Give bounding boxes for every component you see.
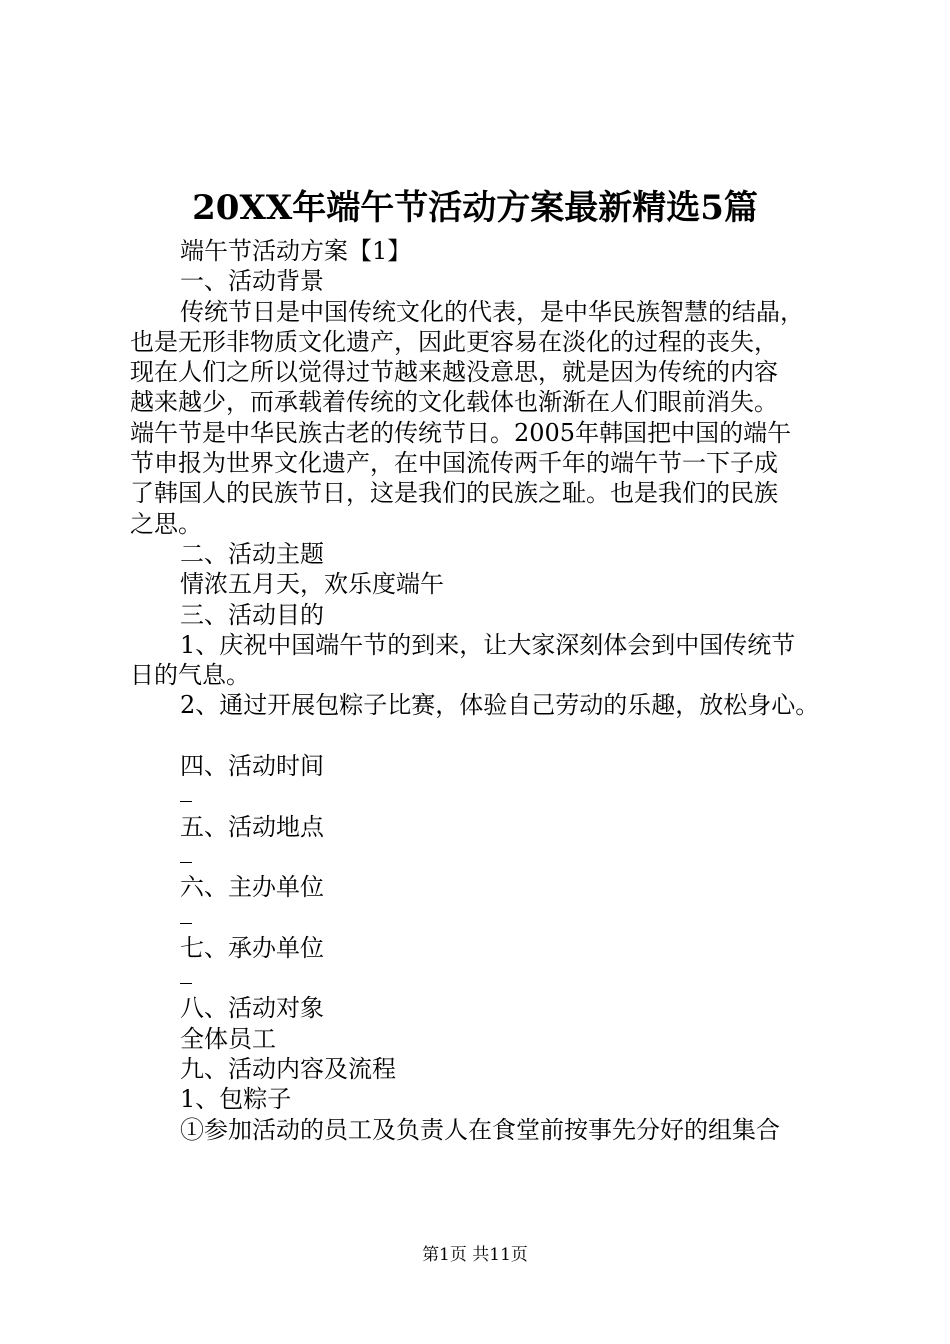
paragraph-line: 也是无形非物质文化遗产，因此更容易在淡化的过程的丧失， [130, 327, 778, 356]
section-heading: 二、活动主题 [180, 539, 324, 568]
document-body [130, 236, 850, 1145]
paragraph-line: 1、包粽子 [180, 1085, 292, 1114]
section-heading: 三、活动目的 [180, 600, 324, 629]
document-title: 20XX年端午节活动方案最新精选5篇 [192, 188, 758, 228]
paragraph-line: 端午节是中华民族古老的传统节日。2005年韩国把中国的端午 [130, 418, 792, 447]
section-heading: 四、活动时间 [180, 752, 324, 781]
paragraph-line: ①参加活动的员工及负责人在食堂前按事先分好的组集合 [180, 1115, 780, 1144]
section-heading: 六、主办单位 [180, 873, 324, 902]
paragraph-line: 了韩国人的民族节日，这是我们的民族之耻。也是我们的民族 [130, 479, 778, 508]
paragraph-line: 2、通过开展包粽子比赛，体验自己劳动的乐趣，放松身心。 [180, 691, 820, 720]
blank-field-mark [130, 903, 850, 933]
blank-field-mark [130, 963, 850, 993]
paragraph-line: 之思。 [130, 509, 202, 538]
blank-field-mark [130, 842, 850, 872]
paragraph-line: 越来越少，而承载着传统的文化载体也渐渐在人们眼前消失。 [130, 388, 778, 417]
paragraph-line: 传统节日是中国传统文化的代表，是中华民族智慧的结晶， [180, 297, 804, 326]
paragraph-line: 现在人们之所以觉得过节越来越没意思，就是因为传统的内容 [130, 358, 778, 387]
blank-line [130, 721, 850, 751]
paragraph-line: 全体员工 [180, 1024, 276, 1053]
paragraph-line: 节申报为世界文化遗产，在中国流传两千年的端午节一下子成 [130, 449, 778, 478]
section-heading: 一、活动背景 [180, 267, 324, 296]
paragraph-line: 日的气息。 [130, 661, 250, 690]
section-heading: 七、承办单位 [180, 933, 324, 962]
paragraph-line: 情浓五月天，欢乐度端午 [180, 570, 444, 599]
page-footer: 第1页 共11页 [422, 1245, 528, 1265]
section-heading: 端午节活动方案【1】 [180, 237, 412, 265]
section-heading: 八、活动对象 [180, 994, 324, 1023]
blank-field-mark [130, 781, 850, 811]
section-heading: 九、活动内容及流程 [180, 1055, 396, 1084]
paragraph-line: 1、庆祝中国端午节的到来，让大家深刻体会到中国传统节 [180, 630, 796, 659]
section-heading: 五、活动地点 [180, 812, 324, 841]
